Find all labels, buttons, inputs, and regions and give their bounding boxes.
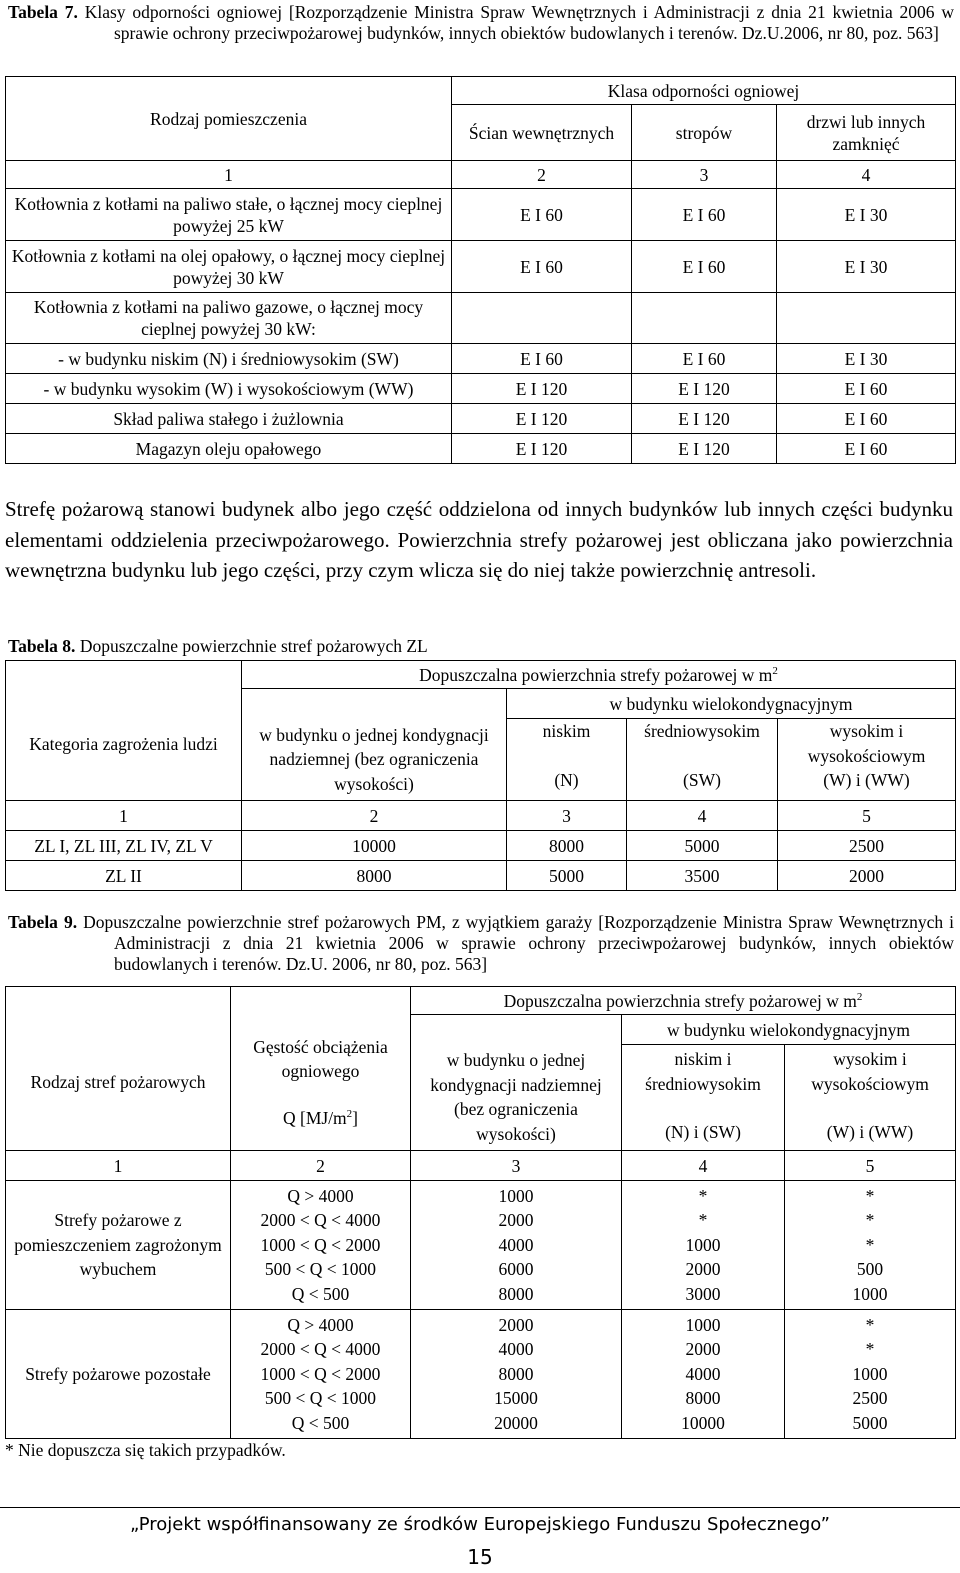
t9-val: * <box>698 1185 708 1206</box>
t8-cell: 2500 <box>778 831 956 861</box>
t7-cell: E I 120 <box>452 404 632 434</box>
t8-header-single: w budynku o jednej kondygnacji nadziemnej (bez ograniczenia wysokości) <box>242 719 507 801</box>
t9-group-name: Strefy pożarowe z pomieszczeniem zagrożonym wybuchem <box>6 1181 231 1310</box>
table9-footnote: * Nie dopuszcza się takich przypadków. <box>5 1440 286 1460</box>
t8-category: ZL I, ZL III, ZL IV, ZL V <box>6 831 242 861</box>
t9-header-high-b: (W) i (WW) <box>826 1122 914 1142</box>
t9-val: 1000 <box>498 1185 534 1206</box>
table-row <box>6 1310 956 1439</box>
t7-header-class: Klasa odporności ogniowej <box>452 77 956 105</box>
t9-val: * <box>865 1210 875 1231</box>
body-paragraph: Strefę pożarową stanowi budynek albo jego część oddzielona od innych budynków lub innych części budynku elementami oddzielenia przeciwpożarowego. Powierzchnia strefy pożarowej jest obliczana jako powierzchnia wewnętrzna budynku lub jego części, przy czym wlicza się do niej także powierzchnię antresoli. <box>5 497 953 582</box>
t7-cell: E I 60 <box>452 344 632 374</box>
t9-q-cell <box>231 1181 411 1310</box>
t9-q: Q < 500 <box>291 1412 350 1433</box>
table-row <box>6 434 956 464</box>
t9-val: 3000 <box>685 1283 721 1304</box>
t9-header-density-text: Gęstość obciążenia ogniowego <box>253 1036 388 1081</box>
t9-q: 500 < Q < 1000 <box>264 1259 377 1280</box>
t9-high-cell <box>785 1181 956 1310</box>
t7-room: Skład paliwa stałego i żużlownia <box>6 404 452 434</box>
table7 <box>5 76 956 464</box>
t8-num: 4 <box>627 801 778 831</box>
table8-label: Tabela 8. <box>8 636 76 656</box>
t9-num: 3 <box>411 1151 622 1181</box>
t7-room: Kotłownia z kotłami na olej opałowy, o łącznej mocy cieplnej powyżej 30 kW <box>6 241 452 293</box>
table9-label: Tabela 9. <box>8 912 78 932</box>
t9-val: 2000 <box>498 1314 534 1335</box>
t7-cell: E I 120 <box>632 374 777 404</box>
t9-blank <box>411 1015 622 1045</box>
table9-caption <box>8 912 954 975</box>
t7-room: - w budynku niskim (N) i średniowysokim (SW) <box>6 344 452 374</box>
t9-header-high-a: wysokim i wysokościowym <box>811 1049 929 1094</box>
t9-q: 1000 < Q < 2000 <box>260 1363 381 1384</box>
table-row <box>6 344 956 374</box>
t7-cell: E I 30 <box>777 189 956 241</box>
t9-val: 4000 <box>498 1339 534 1360</box>
t9-val: 4000 <box>498 1234 534 1255</box>
t9-val: 2000 <box>685 1259 721 1280</box>
t9-val: 5000 <box>852 1412 888 1433</box>
t9-q: 2000 < Q < 4000 <box>260 1210 381 1231</box>
t8-header-category: Kategoria zagrożenia ludzi <box>6 689 242 801</box>
t7-room: Magazyn oleju opałowego <box>6 434 452 464</box>
table-row <box>6 861 956 891</box>
t8-header-low-b: (N) <box>554 769 579 790</box>
t9-blank <box>6 987 231 1015</box>
t7-cell: E I 30 <box>777 344 956 374</box>
page-number: 15 <box>467 1545 493 1569</box>
t9-val: 1000 <box>852 1283 888 1304</box>
t7-cell: E I 60 <box>777 434 956 464</box>
t8-num: 1 <box>6 801 242 831</box>
t9-val: * <box>865 1185 875 1206</box>
t9-val: 8000 <box>498 1363 534 1384</box>
t7-cell: E I 120 <box>632 404 777 434</box>
t9-header-top-text: Dopuszczalna powierzchnia strefy pożarowej w m <box>503 990 857 1011</box>
t9-num: 2 <box>231 1151 411 1181</box>
t7-room: Kotłownia z kotłami na paliwo stałe, o łącznej mocy cieplnej powyżej 25 kW <box>6 189 452 241</box>
t9-single-cell <box>411 1310 622 1439</box>
table9-caption-text: Dopuszczalne powierzchnie stref pożarowych PM, z wyjątkiem garaży [Rozporządzenie Ministra Spraw Wewnętrznych i Administracji z dnia 21 kwietnia 2006 w sprawie ochrony przeciwpożarowej budynków, innych obiektów budowlanych i terenów. Dz.U. 2006, nr 80, poz. 563] <box>83 912 955 974</box>
t9-header-multi: w budynku wielokondygnacyjnym <box>622 1015 956 1045</box>
t9-val: 15000 <box>494 1388 538 1409</box>
t7-cell: E I 60 <box>777 404 956 434</box>
t8-cell: 10000 <box>242 831 507 861</box>
t9-val: * <box>865 1339 875 1360</box>
footer-divider <box>0 1507 960 1508</box>
t9-q: 500 < Q < 1000 <box>264 1388 377 1409</box>
t9-val: 500 <box>856 1259 884 1280</box>
t7-cell: E I 60 <box>632 189 777 241</box>
t7-cell: E I 60 <box>452 241 632 293</box>
table9 <box>5 986 956 1439</box>
t8-num: 5 <box>778 801 956 831</box>
t8-header-mid <box>627 719 778 801</box>
t9-high-cell <box>785 1310 956 1439</box>
t8-header-multi: w budynku wielokondygnacyjnym <box>507 689 956 719</box>
table7-label: Tabela 7. <box>8 2 78 22</box>
t9-low-cell <box>622 1310 785 1439</box>
table-row <box>6 241 956 293</box>
t9-header-q-text: Q [MJ/m <box>282 1107 347 1128</box>
table8-caption-text: Dopuszczalne powierzchnie stref pożarowych ZL <box>79 636 428 656</box>
t8-header-low <box>507 719 627 801</box>
t9-num: 1 <box>6 1151 231 1181</box>
t9-val: 2500 <box>852 1388 888 1409</box>
t7-cell <box>632 293 777 344</box>
t7-cell: E I 120 <box>452 434 632 464</box>
table7-caption <box>8 2 954 44</box>
t9-num: 5 <box>785 1151 956 1181</box>
t9-val: 1000 <box>685 1234 721 1255</box>
t9-blank <box>231 987 411 1015</box>
t9-header-top <box>411 987 956 1015</box>
t9-val: 20000 <box>494 1412 538 1433</box>
t9-val: * <box>698 1210 708 1231</box>
t8-header-high-b: (W) i (WW) <box>823 770 910 790</box>
t7-header-room: Rodzaj pomieszczenia <box>6 77 452 161</box>
table-row <box>6 293 956 344</box>
t8-header-high-a: wysokim i wysokościowym <box>807 721 926 766</box>
t9-header-low-b: (N) i (SW) <box>665 1122 741 1142</box>
t9-group-name: Strefy pożarowe pozostałe <box>6 1310 231 1439</box>
t8-header-mid-a: średniowysokim <box>644 721 760 741</box>
t9-val: 8000 <box>685 1388 721 1409</box>
t8-cell: 5000 <box>627 831 778 861</box>
t8-cell: 8000 <box>242 861 507 891</box>
t8-cell: 3500 <box>627 861 778 891</box>
t9-val: * <box>865 1314 875 1335</box>
t7-cell: E I 60 <box>452 189 632 241</box>
table-row <box>6 404 956 434</box>
table-row <box>6 831 956 861</box>
t7-header-doors: drzwi lub innych zamknięć <box>777 105 956 161</box>
table-row <box>6 189 956 241</box>
t8-header-top-text: Dopuszczalna powierzchnia strefy pożarowej w m <box>419 664 773 685</box>
t9-header-density <box>231 1015 411 1151</box>
table8-caption <box>8 636 954 657</box>
t7-cell: E I 30 <box>777 241 956 293</box>
t8-cell: 5000 <box>507 861 627 891</box>
t8-blank <box>242 689 507 719</box>
t8-header-low-a: niskim <box>542 721 591 741</box>
t9-header-kind: Rodzaj stref pożarowych <box>6 1015 231 1151</box>
t9-header-top-sup: 2 <box>856 990 863 1003</box>
table-row <box>6 374 956 404</box>
table7-caption-text: Klasy odporności ogniowej [Rozporządzenie Ministra Spraw Wewnętrznych i Administracji z dnia 21 kwietnia 2006 w sprawie ochrony przeciwpożarowej budynków, innych obiektów budowlanych i terenów. Dz.U.2006, nr 80, poz. 563] <box>84 2 955 43</box>
t9-header-high <box>785 1045 956 1151</box>
t8-num: 2 <box>242 801 507 831</box>
t8-cell: 8000 <box>507 831 627 861</box>
t9-q: Q < 500 <box>291 1283 350 1304</box>
t9-q: Q > 4000 <box>287 1314 354 1335</box>
t8-blank <box>6 661 242 689</box>
t8-num: 3 <box>507 801 627 831</box>
t9-q: 1000 < Q < 2000 <box>260 1234 381 1255</box>
t9-val: 2000 <box>498 1210 534 1231</box>
t8-header-mid-b: (SW) <box>683 769 721 790</box>
t9-val: 10000 <box>681 1412 725 1433</box>
t8-header-top-sup: 2 <box>772 664 778 677</box>
t9-header-q-end: ] <box>352 1107 358 1128</box>
t9-val: * <box>865 1234 875 1255</box>
t9-header-low <box>622 1045 785 1151</box>
t9-num: 4 <box>622 1151 785 1181</box>
t9-val: 1000 <box>685 1314 721 1335</box>
t9-header-q <box>233 1106 408 1131</box>
t7-cell: E I 60 <box>777 374 956 404</box>
t8-cell: 2000 <box>778 861 956 891</box>
t7-num: 4 <box>777 161 956 189</box>
t9-q: Q > 4000 <box>287 1185 354 1206</box>
t9-single-cell <box>411 1181 622 1310</box>
t7-header-walls: Ścian wewnętrznych <box>452 105 632 161</box>
t7-header-ceil: stropów <box>632 105 777 161</box>
table-row <box>6 1181 956 1310</box>
t8-header-high <box>778 719 956 801</box>
t9-header-q-sup: 2 <box>346 1107 353 1120</box>
t7-num: 1 <box>6 161 452 189</box>
t9-header-low-a: niskim i średniowysokim <box>645 1049 761 1094</box>
t7-num: 2 <box>452 161 632 189</box>
t7-cell <box>777 293 956 344</box>
t7-cell <box>452 293 632 344</box>
t9-val: 6000 <box>498 1259 534 1280</box>
t8-category: ZL II <box>6 861 242 891</box>
t9-val: 4000 <box>685 1363 721 1384</box>
t9-q-cell <box>231 1310 411 1439</box>
t7-cell: E I 60 <box>632 241 777 293</box>
t7-cell: E I 120 <box>452 374 632 404</box>
t9-header-single: w budynku o jednej kondygnacji nadziemnej (bez ograniczenia wysokości) <box>411 1045 622 1151</box>
table8 <box>5 660 956 891</box>
t7-num: 3 <box>632 161 777 189</box>
t9-q: 2000 < Q < 4000 <box>260 1339 381 1360</box>
t8-header-top <box>242 661 956 689</box>
t9-val: 2000 <box>685 1339 721 1360</box>
t9-low-cell <box>622 1181 785 1310</box>
t9-val: 1000 <box>852 1363 888 1384</box>
t9-val: 8000 <box>498 1283 534 1304</box>
t7-cell: E I 120 <box>632 434 777 464</box>
t7-cell: E I 60 <box>632 344 777 374</box>
project-footer: „Projekt współfinansowany ze środków Europejskiego Funduszu Społecznego” <box>130 1514 830 1535</box>
t7-room: Kotłownia z kotłami na paliwo gazowe, o łącznej mocy cieplnej powyżej 30 kW: <box>6 293 452 344</box>
t7-room: - w budynku wysokim (W) i wysokościowym (WW) <box>6 374 452 404</box>
